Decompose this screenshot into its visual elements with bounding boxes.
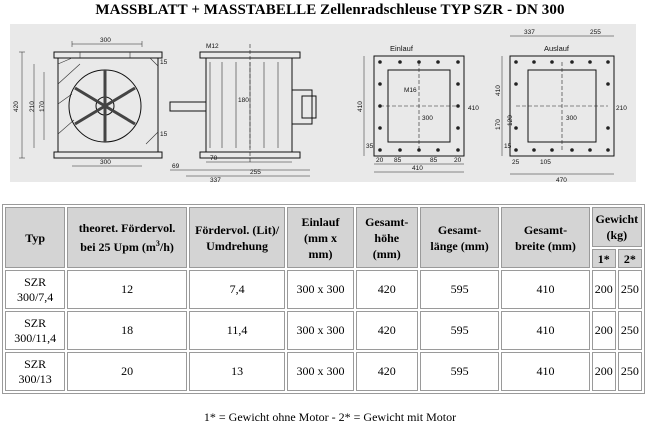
cell-weight-2: 250 [618,352,642,391]
cell-einlauf: 300 x 300 [287,352,353,391]
dim-85-right: 85 [430,157,438,164]
dim-20-right: 20 [454,157,462,164]
dim-15-bottom: 15 [160,131,168,138]
cell-laenge: 595 [420,352,499,391]
dim-410-inlet-side: 410 [468,105,479,112]
col-einlauf: Einlauf (mm x mm) [287,207,353,268]
dim-70: 70 [210,155,218,162]
cell-typ: SZR 300/13 [5,352,65,391]
dim-69: 69 [172,163,180,170]
col-laenge: Gesamt- länge (mm) [420,207,499,268]
dim-410-outlet: 410 [495,85,502,96]
cell-einlauf: 300 x 300 [287,270,353,309]
cell-lit: 13 [189,352,285,391]
cell-hoehe: 420 [356,352,418,391]
label-auslauf: Auslauf [544,44,570,53]
table-header-row [5,207,642,247]
dim-255-outlet: 255 [590,29,601,36]
technical-drawing [10,24,636,182]
dim-470: 470 [556,177,567,182]
cell-foerdervol: 20 [67,352,187,391]
label-m12: M12 [206,43,219,50]
cell-weight-1: 200 [592,352,616,391]
cell-typ: SZR 300/11,4 [5,311,65,350]
dim-337: 337 [210,177,221,182]
cell-weight-1: 200 [592,270,616,309]
cell-einlauf: 300 x 300 [287,311,353,350]
page-title: MASSBLATT + MASSTABELLE Zellenradschleuse TYP SZR - DN 300 [95,2,565,18]
cell-foerdervol: 12 [67,270,187,309]
dim-15: 15 [160,59,168,66]
drawing-svg [10,24,636,182]
dim-85-left: 85 [394,157,402,164]
dim-20-left: 20 [376,157,384,164]
col-foerdervol: theoret. Fördervol. bei 25 Upm $(m^3/h)$ [67,207,187,268]
col-weight-2: 2* [618,249,642,268]
cell-typ: SZR 300/7,4 [5,270,65,309]
table-row [5,352,642,391]
col-hoehe: Gesamt- höhe (mm) [356,207,418,268]
rotor-side-view [54,52,162,158]
front-view [170,44,316,164]
col-weight-1: 1* [592,249,616,268]
cell-laenge: 595 [420,270,499,309]
dim-410-inlet-width: 410 [412,165,423,172]
cell-lit: 11,4 [189,311,285,350]
cell-weight-2: 250 [618,311,642,350]
dim-300: 300 [100,37,111,44]
inlet-flange-view [374,56,464,156]
col-typ: Typ [5,207,65,268]
cell-breite: 410 [501,352,589,391]
dim-120: 120 [507,115,514,126]
table-row [5,311,642,350]
outlet-flange-view [510,56,614,156]
cell-weight-1: 200 [592,311,616,350]
dim-25: 25 [512,159,520,166]
cell-weight-2: 250 [618,270,642,309]
dim-170: 170 [39,101,46,112]
dim-300-outlet: 300 [566,115,577,122]
dim-300-bottom: 300 [100,159,111,166]
cell-foerdervol: 18 [67,311,187,350]
spec-table [2,204,645,394]
dim-105: 105 [540,159,551,166]
dim-180: 180 [238,97,249,104]
dim-15-outlet: 15 [504,143,512,150]
label-einlauf: Einlauf [390,44,413,53]
dim-337-outlet: 337 [524,29,535,36]
cell-breite: 410 [501,270,589,309]
dim-420: 420 [13,101,20,112]
col-foerdervol-lit: Fördervol. (Lit)/ Umdrehung [189,207,285,268]
dim-35: 35 [366,143,374,150]
col-breite: Gesamt- breite (mm) [501,207,589,268]
dim-410-inlet-height: 410 [357,101,364,112]
table-row [5,270,642,309]
dim-210-outlet: 210 [616,105,627,112]
dim-300-inlet: 300 [422,115,433,122]
dim-170-outlet: 170 [495,119,502,130]
cell-laenge: 595 [420,311,499,350]
footnote: 1* = Gewicht ohne Motor - 2* = Gewicht mit Motor [203,410,457,424]
cell-breite: 410 [501,311,589,350]
dim-210: 210 [29,101,36,112]
dim-255: 255 [250,169,261,176]
cell-hoehe: 420 [356,311,418,350]
col-gewicht: Gewicht (kg) [592,207,642,247]
label-m16: M16 [404,87,417,94]
cell-lit: 7,4 [189,270,285,309]
cell-hoehe: 420 [356,270,418,309]
